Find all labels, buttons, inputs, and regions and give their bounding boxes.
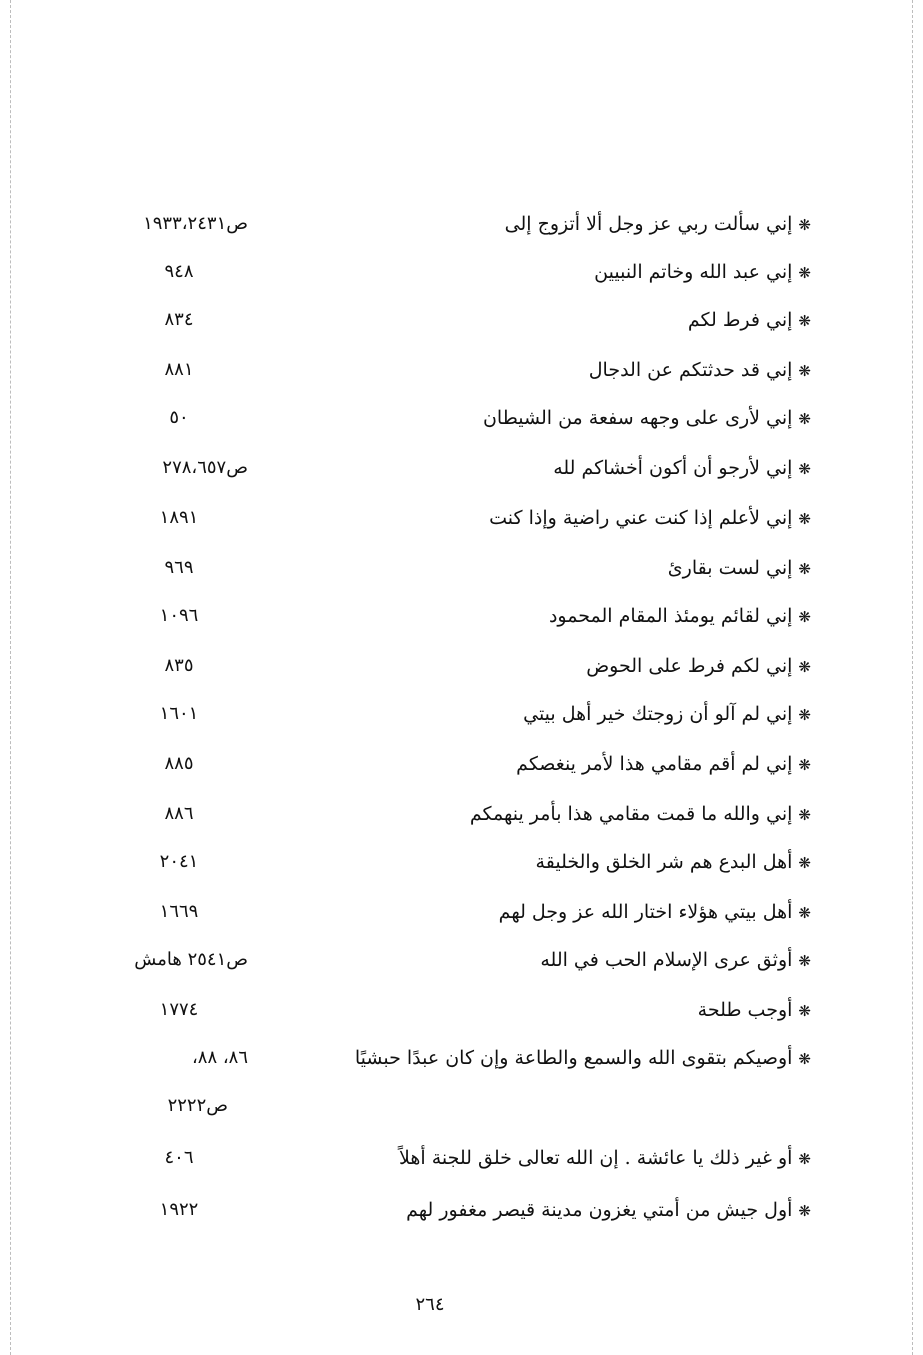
entry-text <box>516 750 811 779</box>
bullet-icon: ❋ <box>798 216 811 234</box>
entry-phrase: إني لم آلو أن زوجتك خير أهل بيتي <box>523 703 793 725</box>
entry-phrase: إني لكم فرط على الحوض <box>586 655 793 677</box>
entry-text <box>586 652 811 681</box>
entry-phrase: أوثق عرى الإسلام الحب في الله <box>540 949 793 971</box>
index-entry <box>0 1140 923 1180</box>
entry-reference: ١٨٩١ <box>159 507 199 528</box>
index-entry <box>0 942 923 982</box>
entry-phrase: إني لأرى على وجهه سفعة من الشيطان <box>482 407 793 429</box>
bullet-icon: ❋ <box>798 410 811 428</box>
entry-text <box>399 1144 811 1173</box>
entry-text <box>668 554 811 583</box>
entry-phrase: إني لأعلم إذا كنت عني راضية وإذا كنت <box>489 507 793 529</box>
index-entry <box>0 696 923 736</box>
entry-reference: ١٠٩٦ <box>159 605 199 626</box>
entry-reference: ٩٤٨ <box>164 261 194 282</box>
bullet-icon: ❋ <box>798 560 811 578</box>
bullet-icon: ❋ <box>798 706 811 724</box>
entry-phrase: أو غير ذلك يا عائشة . إن الله تعالى خلق للجنة أهلاً <box>399 1147 793 1169</box>
bullet-icon: ❋ <box>798 1002 811 1020</box>
bullet-icon: ❋ <box>798 952 811 970</box>
entry-reference: ص١٩٣٣،٢٤٣١ <box>143 213 248 234</box>
index-entry <box>0 894 923 934</box>
entry-phrase: إني لأرجو أن أكون أخشاكم لله <box>553 457 793 479</box>
index-entry <box>0 992 923 1032</box>
entry-phrase: إني سألت ربي عز وجل ألا أتزوج إلى <box>504 213 793 235</box>
entry-text <box>688 306 811 335</box>
index-entry <box>0 844 923 884</box>
index-entry <box>0 500 923 540</box>
entry-text <box>489 504 811 533</box>
index-entry-continuation <box>0 1088 923 1128</box>
entry-reference: ٨٨٥ <box>164 753 194 774</box>
bullet-icon: ❋ <box>798 264 811 282</box>
entry-reference: ٨٨٦ <box>164 803 194 824</box>
entry-reference: ص٢٥٤١ هامش <box>134 949 248 970</box>
entry-phrase: إني عبد الله وخاتم النبيين <box>594 261 793 283</box>
bullet-icon: ❋ <box>798 510 811 528</box>
entry-reference: ص٢٢٢٢ <box>167 1095 228 1116</box>
bullet-icon: ❋ <box>798 658 811 676</box>
index-entry <box>0 550 923 590</box>
bullet-icon: ❋ <box>798 756 811 774</box>
index-entry <box>0 648 923 688</box>
page-number: ٢٦٤ <box>415 1294 445 1315</box>
bullet-icon: ❋ <box>798 608 811 626</box>
entry-text <box>589 356 811 385</box>
bullet-icon: ❋ <box>798 362 811 380</box>
entry-phrase: إني والله ما قمت مقامي هذا بأمر ينهمكم <box>469 803 793 825</box>
entry-text <box>698 996 811 1025</box>
entry-text <box>483 404 811 433</box>
bullet-icon: ❋ <box>798 854 811 872</box>
index-entry <box>0 796 923 836</box>
bullet-icon: ❋ <box>798 1150 811 1168</box>
entry-text <box>505 210 811 239</box>
entry-reference: ١٩٢٢ <box>159 1199 199 1220</box>
index-entry <box>0 1040 923 1080</box>
entry-text <box>523 700 811 729</box>
entry-text <box>553 454 811 483</box>
entry-phrase: إني لست بقارئ <box>667 557 793 579</box>
entry-reference: ٥٠ <box>169 407 189 428</box>
entry-reference: ٨٣٥ <box>164 655 194 676</box>
index-entry <box>0 1192 923 1232</box>
index-entry <box>0 302 923 342</box>
index-entry <box>0 254 923 294</box>
entry-reference: ص٢٧٨،٦٥٧ <box>162 457 248 478</box>
entry-reference: ١٧٧٤ <box>159 999 199 1020</box>
bullet-icon: ❋ <box>798 806 811 824</box>
entry-reference: ١٦٦٩ <box>159 901 199 922</box>
entry-phrase: أول جيش من أمتي يغزون مدينة قيصر مغفور لهم <box>406 1199 793 1221</box>
entry-reference: ٨٣٤ <box>164 309 194 330</box>
entry-phrase: إني لقائم يومئذ المقام المحمود <box>548 605 793 627</box>
entry-reference: ٩٦٩ <box>164 557 194 578</box>
entry-reference: ٢٠٤١ <box>159 851 199 872</box>
entry-reference: ٤٠٦ <box>164 1147 194 1168</box>
entry-phrase: إني قد حدثتكم عن الدجال <box>588 359 793 381</box>
entry-phrase: إني لم أقم مقامي هذا لأمر ينغصكم <box>516 753 793 775</box>
entry-phrase: أهل البدع هم شر الخلق والخليقة <box>535 851 793 873</box>
entry-text <box>470 800 811 829</box>
entry-phrase: إني فرط لكم <box>687 309 793 331</box>
index-entry <box>0 598 923 638</box>
entry-phrase: أهل بيتي هؤلاء اختار الله عز وجل لهم <box>498 901 793 923</box>
bullet-icon: ❋ <box>798 1050 811 1068</box>
index-entry <box>0 206 923 246</box>
entry-reference: ١٦٠١ <box>159 703 199 724</box>
entry-text <box>536 848 811 877</box>
bullet-icon: ❋ <box>798 460 811 478</box>
index-entry <box>0 450 923 490</box>
entry-text <box>540 946 811 975</box>
entry-text <box>355 1044 811 1073</box>
index-entry <box>0 400 923 440</box>
bullet-icon: ❋ <box>798 1202 811 1220</box>
entry-text <box>549 602 811 631</box>
index-entry <box>0 746 923 786</box>
entry-phrase: أوصيكم بتقوى الله والسمع والطاعة وإن كان عبدًا حبشيًا <box>354 1047 793 1069</box>
entry-reference: ٨٦، ٨٨، <box>191 1047 248 1068</box>
bullet-icon: ❋ <box>798 904 811 922</box>
entry-reference: ٨٨١ <box>164 359 194 380</box>
entry-text <box>499 898 811 927</box>
index-entry <box>0 352 923 392</box>
entry-text <box>594 258 811 287</box>
entry-text <box>406 1196 811 1225</box>
entry-phrase: أوجب طلحة <box>697 999 793 1021</box>
bullet-icon: ❋ <box>798 312 811 330</box>
